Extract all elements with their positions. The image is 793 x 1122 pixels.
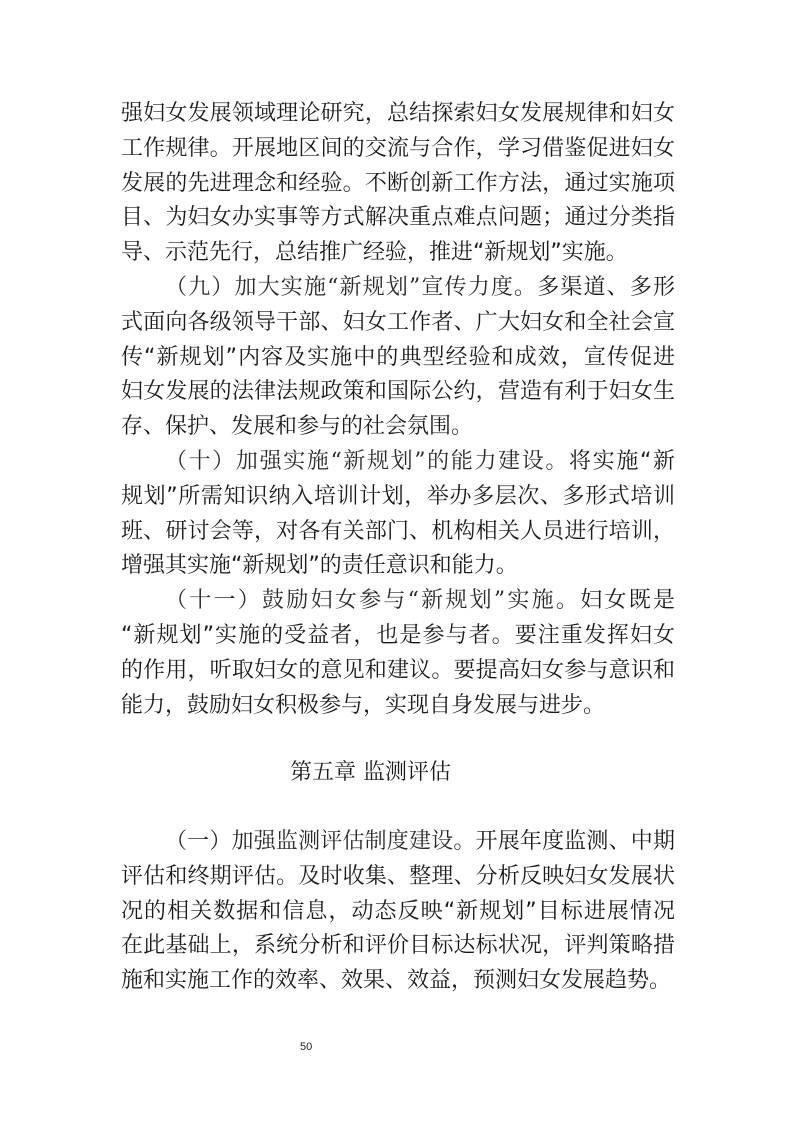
page-number: 50 <box>300 1041 313 1053</box>
text-line: 存、保护、发展和参与的社会氛围。 <box>121 414 474 440</box>
text-line <box>121 584 675 619</box>
text-line: 增强其实施“新规划”的责任意识和能力。 <box>121 553 518 579</box>
text-line: “新规划”实施的受益者，也是参与者。要注重发挥妇女 <box>121 622 675 648</box>
body-text-block <box>121 97 675 723</box>
text-line: 妇女发展的法律法规政策和国际公约，营造有利于妇女生 <box>121 379 675 405</box>
text-line: 评估和终期评估。及时收集、整理、分析反映妇女发展状 <box>121 863 675 889</box>
chapter-title: 第五章 监测评估 <box>290 760 451 785</box>
text-line: 在此基础上，系统分析和评价目标达标状况，评判策略措 <box>121 933 675 959</box>
text-line: 导、示范先行，总结推广经验，推进“新规划”实施。 <box>121 240 628 266</box>
text-line: 班、研讨会等，对各有关部门、机构相关人员进行培训， <box>121 518 675 544</box>
body-text-block <box>121 825 675 999</box>
text-line: 规划”所需知识纳入培训计划，举办多层次、多形式培训 <box>121 483 675 509</box>
paragraph <box>121 825 675 999</box>
text-run: 多渠道、多形 <box>537 274 675 300</box>
text-run: 妇女既是 <box>580 588 675 614</box>
section-heading: （一）加强监测评估制度建设。 <box>165 829 476 854</box>
paragraph <box>121 97 675 271</box>
text-line: 况的相关数据和信息，动态反映“新规划”目标进展情况 <box>121 898 675 924</box>
section-heading: （九）加大实施“新规划”宣传力度。 <box>165 274 538 300</box>
section-heading: （十）加强实施“新规划”的能力建设。 <box>165 448 570 474</box>
text-line: 传“新规划”内容及实施中的典型经验和成效，宣传促进 <box>121 344 675 370</box>
text-line: 工作规律。开展地区间的交流与合作，学习借鉴促进妇女 <box>121 135 675 161</box>
text-line: 强妇女发展领域理论研究，总结探索妇女发展规律和妇女 <box>121 101 675 126</box>
text-line <box>121 445 675 480</box>
text-run: 将实施“新 <box>569 448 675 474</box>
text-line: 能力，鼓励妇女积极参与，实现自身发展与进步。 <box>121 692 606 718</box>
text-line: 发展的先进理念和经验。不断创新工作方法，通过实施项 <box>121 170 675 196</box>
text-line: 施和实施工作的效率、效果、效益，预测妇女发展趋势。 <box>121 968 672 994</box>
text-line: 目、为妇女办实事等方式解决重点难点问题；通过分类指 <box>121 205 675 231</box>
paragraph <box>121 271 675 445</box>
text-line <box>121 825 675 860</box>
paragraph <box>121 445 675 584</box>
text-run: 开展年度监测、中期 <box>475 829 675 854</box>
section-heading: （十一）鼓励妇女参与“新规划”实施。 <box>165 588 581 614</box>
text-line: 式面向各级领导干部、妇女工作者、广大妇女和全社会宣 <box>121 309 675 335</box>
paragraph <box>121 584 675 723</box>
text-line: 的作用，听取妇女的意见和建议。要提高妇女参与意识和 <box>121 657 675 683</box>
text-line <box>121 271 675 306</box>
